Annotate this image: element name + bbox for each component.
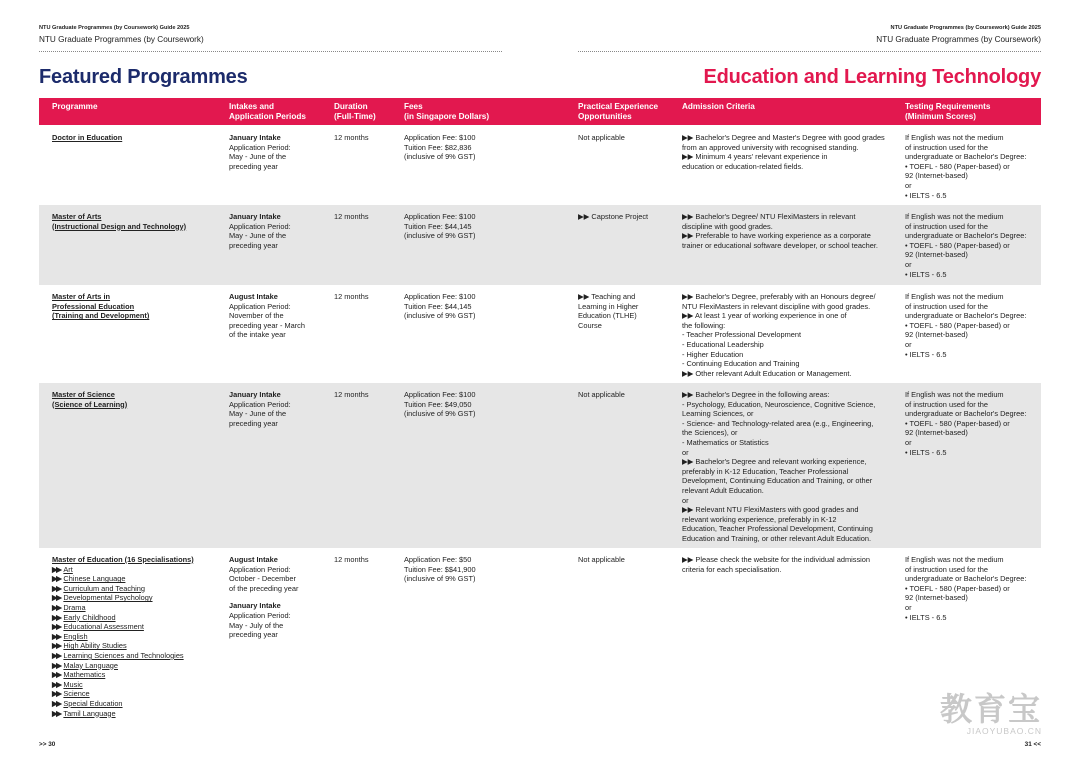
table-row xyxy=(39,548,1041,733)
fee-line: Application Fee: $100 xyxy=(404,133,476,142)
intake-detail: preceding year xyxy=(229,418,278,428)
testing-line: undergraduate or Bachelor's Degree: xyxy=(905,311,1027,321)
col-header-practical: Practical Experience Opportunities xyxy=(578,102,659,121)
testing-line: of instruction used for the xyxy=(905,399,988,409)
specialisation-link[interactable]: Curriculum and Teaching xyxy=(63,583,145,593)
testing-line: If English was not the medium xyxy=(905,555,1004,564)
testing-line: If English was not the medium xyxy=(905,390,1004,399)
admission-line: or xyxy=(682,447,689,457)
fee-line: Tuition Fee: $82,836 xyxy=(404,142,472,152)
admission-line: - Teacher Professional Development xyxy=(682,330,801,340)
double-arrow-icon: ▶▶ xyxy=(52,583,61,593)
admission-line: preferably in K-12 Education, Teacher Professional xyxy=(682,466,849,476)
double-arrow-icon: ▶▶ xyxy=(52,564,61,574)
double-arrow-icon: ▶▶ xyxy=(52,622,61,632)
fee-line: (inclusive of 9% GST) xyxy=(404,311,476,321)
specialisation-link[interactable]: Mathematics xyxy=(63,670,106,680)
intake-label: January Intake xyxy=(229,601,281,611)
testing-line: 92 (Internet-based) xyxy=(905,428,968,438)
testing-line: • IELTS - 6.5 xyxy=(905,612,947,622)
specialisation-link[interactable]: English xyxy=(63,631,88,641)
fee-line: (inclusive of 9% GST) xyxy=(404,574,476,584)
testing-line: undergraduate or Bachelor's Degree: xyxy=(905,231,1027,241)
testing-line: • IELTS - 6.5 xyxy=(905,269,947,279)
specialisation-link[interactable]: Developmental Psychology xyxy=(63,593,153,603)
watermark-url: JIAOYUBAO.CN xyxy=(966,726,1042,736)
admission-line: ▶▶ Bachelor's Degree and relevant working experience, xyxy=(682,457,867,467)
admission-line: ▶▶ Minimum 4 years' relevant experience in xyxy=(682,152,828,162)
admission-line: ▶▶ Please check the website for the individual admission xyxy=(682,555,871,564)
intake-label: August Intake xyxy=(229,292,278,301)
testing-line: If English was not the medium xyxy=(905,133,1004,142)
testing-line: or xyxy=(905,602,912,612)
specialisation-link[interactable]: Malay Language xyxy=(63,660,119,670)
admission-line: - Mathematics or Statistics xyxy=(682,437,769,447)
admission-line: - Continuing Education and Training xyxy=(682,359,800,369)
table-row xyxy=(39,126,1041,205)
admission-line: ▶▶ Bachelor's Degree/ NTU FlexiMasters in relevant xyxy=(682,212,856,221)
double-arrow-icon: ▶▶ xyxy=(52,708,61,718)
intake-detail: May - July of the xyxy=(229,620,284,630)
testing-line: 92 (Internet-based) xyxy=(905,171,968,181)
fee-line: (inclusive of 9% GST) xyxy=(404,409,476,419)
testing-line: undergraduate or Bachelor's Degree: xyxy=(905,574,1027,584)
admission-line: education or education-related fields. xyxy=(682,161,804,171)
watermark-logo-text: 教育宝 xyxy=(939,691,1042,727)
fee-line: Application Fee: $100 xyxy=(404,292,476,301)
admission-line: the Sciences), or xyxy=(682,428,738,438)
table-header xyxy=(39,98,1041,125)
specialisation-link[interactable]: Drama xyxy=(63,602,86,612)
double-arrow-icon: ▶▶ xyxy=(52,631,61,641)
specialisation-link[interactable]: Music xyxy=(63,679,83,689)
testing-line: • IELTS - 6.5 xyxy=(905,447,947,457)
testing-line: or xyxy=(905,180,912,190)
subtitle-right: NTU Graduate Programmes (by Coursework) xyxy=(876,35,1041,44)
testing-line: • TOEFL - 580 (Paper-based) or xyxy=(905,418,1010,428)
testing-line: undergraduate or Bachelor's Degree: xyxy=(905,152,1027,162)
fee-line: (inclusive of 9% GST) xyxy=(404,231,476,241)
admission-line: Education and Training, or other relevant Adult Education. xyxy=(682,533,871,543)
admission-line: NTU FlexiMasters in relevant discipline with good grades. xyxy=(682,301,871,311)
programme-link[interactable]: Master of Arts (Instructional Design and Technology) xyxy=(52,212,187,231)
programme-link[interactable]: Master of Arts in Professional Education (Training and Development) xyxy=(52,292,150,321)
admission-line: - Psychology, Education, Neuroscience, Cognitive Science, xyxy=(682,399,876,409)
specialisation-link[interactable]: High Ability Studies xyxy=(63,641,127,651)
double-arrow-icon: ▶▶ xyxy=(52,612,61,622)
intake-detail: of the preceding year xyxy=(229,583,299,593)
double-arrow-icon: ▶▶ xyxy=(52,689,61,699)
page-number-left: >> 30 xyxy=(39,741,56,748)
intake-detail: May - June of the xyxy=(229,409,287,419)
double-arrow-icon: ▶▶ xyxy=(52,650,61,660)
col-header-admission: Admission Criteria xyxy=(682,102,755,111)
intake-detail: Application Period: xyxy=(229,301,291,311)
admission-line: the following: xyxy=(682,320,726,330)
col-header-testing: Testing Requirements (Minimum Scores) xyxy=(905,102,991,121)
intake-detail: Application Period: xyxy=(229,564,291,574)
col-header-fees: Fees (in Singapore Dollars) xyxy=(404,102,490,121)
programme-link[interactable]: Doctor in Education xyxy=(52,133,123,142)
table-row xyxy=(39,205,1041,285)
admission-line: Development, Continuing Education and Training, or other xyxy=(682,476,873,486)
admission-line: - Educational Leadership xyxy=(682,339,764,349)
programme-link[interactable]: Master of Education (16 Specialisations) xyxy=(52,555,194,564)
testing-line: • TOEFL - 580 (Paper-based) or xyxy=(905,320,1010,330)
intake-detail: Application Period: xyxy=(229,221,291,231)
fee-line: Application Fee: $100 xyxy=(404,390,476,399)
intake-label: August Intake xyxy=(229,555,278,564)
admission-line: trainer or educational software developer, or school teacher. xyxy=(682,240,878,250)
specialisation-link[interactable]: Tamil Language xyxy=(63,708,116,718)
guide-title-right: NTU Graduate Programmes (by Coursework) Guide 2025 xyxy=(890,25,1041,31)
double-arrow-icon: ▶▶ xyxy=(52,574,61,584)
duration: 12 months xyxy=(334,212,369,221)
fee-line: Tuition Fee: $49,050 xyxy=(404,399,472,409)
testing-line: or xyxy=(905,259,912,269)
double-arrow-icon: ▶▶ xyxy=(52,698,61,708)
section-title-education: Education and Learning Technology xyxy=(703,66,1041,88)
intake-detail: Application Period: xyxy=(229,610,291,620)
testing-line: of instruction used for the xyxy=(905,221,988,231)
table-row xyxy=(39,285,1041,383)
testing-line: or xyxy=(905,339,912,349)
table-row xyxy=(39,383,1041,548)
double-arrow-icon: ▶▶ xyxy=(52,670,61,680)
specialisation-link[interactable]: Science xyxy=(63,689,90,699)
intake-detail: November of the xyxy=(229,311,284,321)
admission-line: Education, Teacher Professional Development, Continuing xyxy=(682,524,873,534)
double-arrow-icon: ▶▶ xyxy=(52,679,61,689)
intake-detail: October - December xyxy=(229,574,296,584)
testing-line: of instruction used for the xyxy=(905,564,988,574)
admission-line: or xyxy=(682,495,689,505)
admission-line: from an approved university with recognised standing. xyxy=(682,142,859,152)
testing-line: of instruction used for the xyxy=(905,301,988,311)
admission-line: discipline with good grades. xyxy=(682,221,773,231)
practical-experience: ▶▶ Teaching and Learning in Higher Education (TLHE) Course xyxy=(578,292,639,330)
specialisation-link[interactable]: Art xyxy=(63,564,73,574)
double-arrow-icon: ▶▶ xyxy=(52,602,61,612)
admission-line: ▶▶ Bachelor's Degree in the following areas: xyxy=(682,390,830,399)
admission-line: ▶▶ Relevant NTU FlexiMasters with good grades and xyxy=(682,505,859,515)
programme-link[interactable]: Master of Science (Science of Learning) xyxy=(52,390,128,409)
intake-label: January Intake xyxy=(229,390,281,399)
admission-line: relevant Adult Education. xyxy=(682,485,764,495)
duration: 12 months xyxy=(334,292,369,301)
specialisation-link[interactable]: Special Education xyxy=(63,698,123,708)
testing-line: • TOEFL - 580 (Paper-based) or xyxy=(905,583,1010,593)
specialisation-link[interactable]: Early Childhood xyxy=(63,612,116,622)
section-title-featured: Featured Programmes xyxy=(39,66,248,88)
intake-detail: May - June of the xyxy=(229,152,287,162)
practical-experience: Not applicable xyxy=(578,390,625,399)
specialisation-link[interactable]: Educational Assessment xyxy=(63,622,144,632)
testing-line: • TOEFL - 580 (Paper-based) or xyxy=(905,161,1010,171)
admission-line: - Higher Education xyxy=(682,349,744,359)
practical-experience: Not applicable xyxy=(578,133,625,142)
fee-line: Tuition Fee: $$41,900 xyxy=(404,564,476,574)
duration: 12 months xyxy=(334,555,369,564)
divider-right xyxy=(578,51,1041,52)
testing-line: 92 (Internet-based) xyxy=(905,330,968,340)
fee-line: Tuition Fee: $44,145 xyxy=(404,221,472,231)
testing-line: 92 (Internet-based) xyxy=(905,250,968,260)
watermark xyxy=(940,692,1042,736)
practical-experience: Not applicable xyxy=(578,555,625,564)
admission-line: ▶▶ Preferable to have working experience as a corporate xyxy=(682,231,871,241)
admission-line: relevant working experience, preferably in K-12 xyxy=(682,514,837,524)
testing-line: undergraduate or Bachelor's Degree: xyxy=(905,409,1027,419)
intake-label: January Intake xyxy=(229,212,281,221)
col-header-programme: Programme xyxy=(52,102,98,111)
intake-detail: May - June of the xyxy=(229,231,287,241)
specialisation-link[interactable]: Learning Sciences and Technologies xyxy=(63,650,184,660)
admission-line: - Science- and Technology-related area (e.g., Engineering, xyxy=(682,418,874,428)
admission-line: ▶▶ Bachelor's Degree, preferably with an Honours degree/ xyxy=(682,292,876,301)
col-header-intakes: Intakes and Application Periods xyxy=(229,102,306,121)
intake-detail: Application Period: xyxy=(229,142,291,152)
testing-line: • IELTS - 6.5 xyxy=(905,349,947,359)
testing-line: of instruction used for the xyxy=(905,142,988,152)
testing-line: • IELTS - 6.5 xyxy=(905,190,947,200)
divider-left xyxy=(39,51,502,52)
admission-line: ▶▶ Bachelor's Degree and Master's Degree with good grades xyxy=(682,133,885,142)
double-arrow-icon: ▶▶ xyxy=(52,641,61,651)
intake-detail: Application Period: xyxy=(229,399,291,409)
intake-label: January Intake xyxy=(229,133,281,142)
admission-line: criteria for each specialisation. xyxy=(682,564,782,574)
testing-line: If English was not the medium xyxy=(905,292,1004,301)
testing-line: If English was not the medium xyxy=(905,212,1004,221)
double-arrow-icon: ▶▶ xyxy=(52,593,61,603)
subtitle-left: NTU Graduate Programmes (by Coursework) xyxy=(39,35,204,44)
col-header-duration: Duration (Full-Time) xyxy=(334,102,376,121)
fee-line: Application Fee: $50 xyxy=(404,555,472,564)
admission-line: ▶▶ At least 1 year of working experience in one of xyxy=(682,311,847,321)
practical-experience: ▶▶ Capstone Project xyxy=(578,212,649,221)
testing-line: 92 (Internet-based) xyxy=(905,593,968,603)
intake-detail: preceding year - March xyxy=(229,320,305,330)
page-number-right: 31 << xyxy=(1024,741,1041,748)
intake-detail: preceding year xyxy=(229,161,278,171)
intake-detail: preceding year xyxy=(229,630,278,640)
fee-line: Tuition Fee: $44,145 xyxy=(404,301,472,311)
testing-line: or xyxy=(905,437,912,447)
fee-line: Application Fee: $100 xyxy=(404,212,476,221)
guide-title-left: NTU Graduate Programmes (by Coursework) Guide 2025 xyxy=(39,25,190,31)
duration: 12 months xyxy=(334,133,369,142)
intake-detail: preceding year xyxy=(229,240,278,250)
testing-line: • TOEFL - 580 (Paper-based) or xyxy=(905,240,1010,250)
intake-detail: of the intake year xyxy=(229,330,286,340)
fee-line: (inclusive of 9% GST) xyxy=(404,152,476,162)
admission-line: ▶▶ Other relevant Adult Education or Management. xyxy=(682,368,852,378)
specialisation-link[interactable]: Chinese Language xyxy=(63,574,126,584)
double-arrow-icon: ▶▶ xyxy=(52,660,61,670)
duration: 12 months xyxy=(334,390,369,399)
admission-line: Learning Sciences, or xyxy=(682,409,754,419)
